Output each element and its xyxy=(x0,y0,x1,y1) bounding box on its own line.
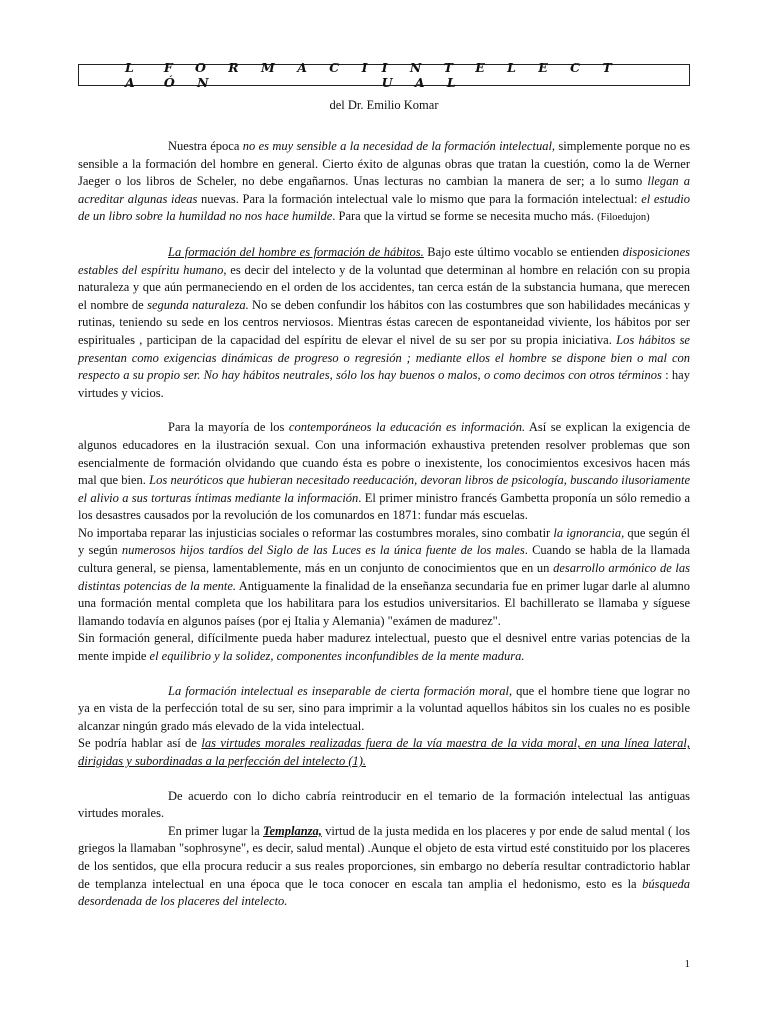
italic-text: contemporáneos la educación es información. xyxy=(288,420,526,435)
italic-text: numerosos hijos tardíos del Siglo de las Luces es la única fuente de los males xyxy=(121,543,525,558)
underlined-heading: La formación del hombre es formación de hábitos. xyxy=(168,244,424,259)
italic-text: el estudio de un libro sobre la humildad no nos hace humilde xyxy=(78,191,690,224)
source-note: (Filoedujon) xyxy=(597,212,650,224)
text: virtud de la justa medida en los placeres y por ende de salud mental ( los griegos la llamaban "sophrosyne", es decir, salud mental) .Aunque el objeto de esta virtud esté constituido por los placeres de los sentidos, que ella procura reducir a sus reales proporciones, sin embargo no debería resultar contradictorio hablar de templanza intelectual en una época que le toca conocer en escala tan amplia el hedonismo, esto es la xyxy=(78,823,690,891)
italic-text: segunda naturaleza. xyxy=(147,297,249,312)
document-body xyxy=(78,138,690,911)
text: nuevas. Para la formación intelectual vale lo mismo que para la formación intelectual: xyxy=(197,191,642,206)
author-line: del Dr. Emilio Komar xyxy=(329,98,439,112)
text: En primer lugar la xyxy=(168,823,263,838)
paragraph-3 xyxy=(78,419,690,525)
paragraph-6 xyxy=(78,683,690,736)
text: Sin formación general, difícilmente pueda haber madurez intelectual, puesto que el desnivel entre varias potencias de la mente impide xyxy=(78,631,690,664)
text: , es decir del intelecto y de la voluntad que determinan al hombre en relación con su propia naturaleza y que aún permaneciendo en el orden de los accidentes, tan cerca están de la substancia humana, que merecen el nombre de xyxy=(78,262,691,312)
paragraph-1 xyxy=(78,138,690,227)
paragraph-5 xyxy=(78,630,690,665)
title-word-intelectual: I N T E L E C T U A L xyxy=(381,60,621,90)
paragraph-7 xyxy=(78,735,690,770)
text: simplemente porque no es sensible a la formación del hombre en general. Cierto éxito de algunas obras que tratan la cuestión, como la de Werner Jaeger o los libros de Scheler, no debe engañarnos. Unas lecturas no cambian la manera de ser; a lo sumo xyxy=(78,139,690,189)
text: Bajo este último vocablo se entienden xyxy=(423,244,623,259)
spacer xyxy=(78,771,690,788)
text: Así se explican la exigencia de algunos educadores en la ilustración sexual. Con una información exhaustiva pretenden resolver problemas que son esencialmente de formación olvidando que cuando ésta es pobre o inexistente, los conocimientos excesivos hacen más mal que bien. xyxy=(78,420,691,488)
text: Se podría hablar así de xyxy=(78,736,202,751)
text: . Para que la virtud se forme se necesita mucho más. xyxy=(332,209,598,224)
text: . El primer ministro francés Gambetta proponía un sólo remedio a los desastres causados por la revolución de los comunardos en 1871: fundar más escuelas. xyxy=(78,490,690,523)
text: : hay virtudes y vicios. xyxy=(78,368,690,400)
paragraph-8: De acuerdo con lo dicho cabría reintroducir en el temario de la formación intelectual las antiguas virtudes morales. xyxy=(78,788,690,821)
italic-text: La formación intelectual es inseparable de cierta formación moral, xyxy=(168,683,513,698)
title-box xyxy=(78,60,690,90)
italic-text: disposiciones estables del espíritu humano xyxy=(78,244,690,277)
italic-text: desarrollo armónico de las distintas potencias de la mente. xyxy=(78,561,691,593)
italic-text: el equilibrio y la solidez, componentes inconfundibles de la mente madura. xyxy=(149,649,525,664)
italic-text: búsqueda desordenada de los placeres del intelecto. xyxy=(78,876,690,909)
spacer xyxy=(78,227,690,244)
text: . Cuando se habla de la llamada cultura general, se piensa, lamentablemente, más en un conjunto de conocimientos que en un xyxy=(78,543,690,576)
italic-text: no es muy sensible a la necesidad de la formación intelectual, xyxy=(242,139,556,153)
text: Antiguamente la finalidad de la enseñanza secundaria fue en primer lugar darle al alumno una formación mental completa que los habilitara para los estudios universitarios. El bachillerato se llamaba y síguese llamando todavía en algunos países (por ej Italia y Alemania) "exámen de madurez". xyxy=(78,578,690,628)
spacer xyxy=(78,666,690,683)
text: que el hombre tiene que lograr no ya en vista de la perfección total de su ser, sino para imprimir a la voluntad aquellos hábitos sin los cuales no es posible alcanzar ningún grado más elevado de la vida intelectual. xyxy=(78,683,690,733)
paragraph-9 xyxy=(78,823,690,911)
paragraph-4 xyxy=(78,525,690,631)
page-number: 1 xyxy=(684,958,690,970)
text: No se deben confundir los hábitos con las costumbres que son habilidades mecánicas y rutinas, teniendo su sede en los centros nerviosos. Mientras éstas carecen de espontaneidad viviente, los hábitos por ser espirituales , participan de la capacidad del espíritu de elevar el nivel de su ser por su propia iniciativa. xyxy=(78,297,690,347)
paragraph-2 xyxy=(78,244,690,402)
italic-text: llegan a acreditar algunas ideas xyxy=(78,174,691,206)
title-word-la: L A xyxy=(125,60,144,90)
text: No importaba reparar las injusticias sociales o reformar las costumbres morales, sino combatir xyxy=(78,525,554,540)
italic-text: la ignorancia, xyxy=(553,525,625,540)
italic-text: Los neuróticos que hubieran necesitado reeducación, devoran libros de psicología, buscando ilusoriamente el alivio a sus torturas íntimas mediante la información xyxy=(78,473,690,505)
text: Nuestra época xyxy=(168,139,243,153)
title-word-formacion: F O R M A C I Ó N xyxy=(163,60,377,90)
templanza-term: Templanza, xyxy=(262,823,322,838)
text: que según él y según xyxy=(78,525,690,558)
italic-text: Los hábitos se presentan como exigencias dinámicas de progreso o regresión ; mediante ellos el hombre se dispone bien o mal con respecto a su propio ser. No hay hábitos neutrales, sólo los hay buenos o malos, o como decimos con otros términos xyxy=(78,332,690,383)
spacer xyxy=(78,402,690,419)
underlined-italic-text: las virtudes morales realizadas fuera de la vía maestra de la vida moral, en una línea lateral, dirigidas y subordinadas a la perfección del intelecto (1). xyxy=(78,736,690,768)
text: Para la mayoría de los xyxy=(168,420,289,435)
